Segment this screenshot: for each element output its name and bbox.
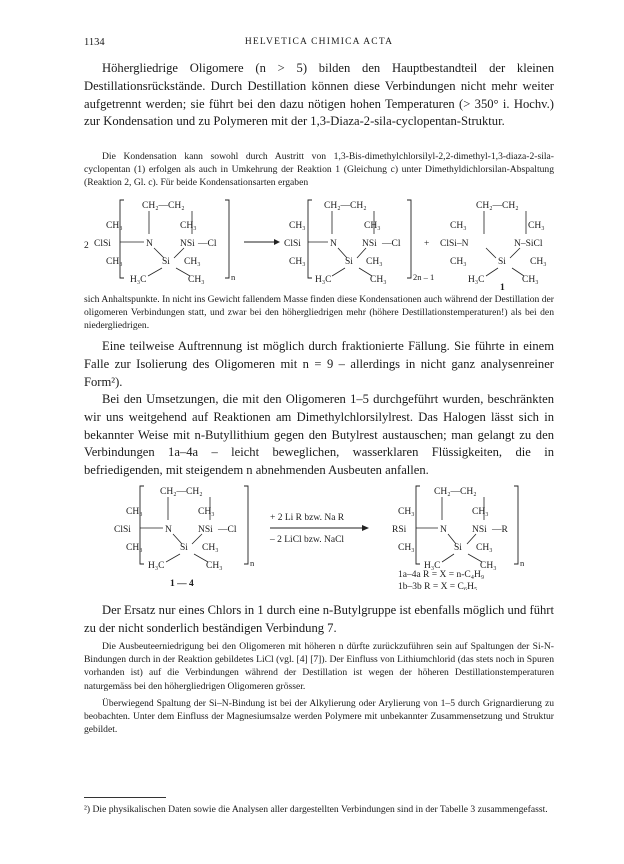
scheme1-mid-n: N (330, 239, 337, 249)
compound-label-1-4: 1 — 4 (170, 579, 194, 589)
paragraph-reactions: Bei den Umsetzungen, die mit den Oligomeren 1–5 durchgeführt wurden, beschränkten wir uns weitgehend auf Reaktionen am Dimethylchlorsilylrest. Das Halogen lässt sich in bekannter Weise mit n-Butyllithium gegen den Butylrest austauschen; man gelangt zu den Verbindungen 1a–4a – leicht beweglichen, wasserklaren Flüssigkeiten, die in befriedigenden, mit steigendem n abnehmenden Ausbeuten anfallen. (84, 392, 554, 478)
scheme2-left-nsi: NSi (198, 525, 213, 535)
scheme1-right-ch3-e: CH₃ (522, 275, 539, 285)
running-header (84, 37, 554, 51)
compound-label-1a-4a: 1a–4a R = X = n-C₄H₉ (398, 570, 485, 580)
scheme1-right-ch3-c: CH₃ (450, 257, 467, 267)
scheme1-left-ch3-low: CH₃ (188, 275, 205, 285)
scheme2-left-cl: —Cl (218, 525, 237, 535)
scheme1-mid-nsi: NSi (362, 239, 377, 249)
scheme2-left-clsi: ClSi (114, 525, 131, 535)
scheme2-left-h3c: H₃C (148, 561, 165, 571)
scheme1-mid-h3c: H₃C (315, 275, 332, 285)
scheme2-left-ch3-top: CH₃ (126, 507, 143, 517)
scheme1-mid-cl: —Cl (382, 239, 401, 249)
scheme1-coefficient: 2 (84, 241, 89, 251)
scheme2-right-ch3-right: CH₃ (472, 507, 489, 517)
scheme1-right-h3c: H₃C (468, 275, 485, 285)
scheme2-right-si: Si (454, 543, 462, 553)
scheme2-right-subscript: n (520, 558, 525, 568)
paragraph-grignard-note: Überwiegend Spaltung der Si–N-Bindung ist bei der Alkylierung oder Arylierung von 1–5 durch Grignardierung zu beobachten. Unter dem Einfluss der Magnesiumsalze werden Polymere mit unbekannter Zusammensetzung und Struktur gebildet. (84, 698, 554, 736)
paragraph-substitution: Der Ersatz nur eines Chlors in 1 durch eine n-Butylgruppe ist ebenfalls möglich und führt zu der nicht sonderlich beständigen Verbindung 7. (84, 603, 554, 635)
scheme1-mid-ch3-right: CH₃ (364, 221, 381, 231)
scheme1-left-n: N (146, 239, 153, 249)
scheme2-left-si: Si (180, 543, 188, 553)
compound-label-1b-3b: 1b–3b R = X = C₆H₅ (398, 582, 478, 590)
scheme2-right-ch2ch2: CH₂—CH₂ (434, 487, 477, 497)
scheme1-mid-subscript: 2n – 1 (413, 272, 435, 282)
footnote-rule (84, 797, 166, 798)
footnote: ²) Die physikalischen Daten sowie die Analysen aller dargestellten Verbindungen sind in der Tabelle 3 zusammengefasst. (84, 804, 548, 815)
scheme2-left-ch2ch2: CH₂—CH₂ (160, 487, 203, 497)
scheme2-right-ch3-top: CH₃ (398, 507, 415, 517)
scheme1-mid-ch3-low: CH₃ (370, 275, 387, 285)
reaction-scheme-condensation (84, 194, 554, 290)
scheme1-left-ch3-top: CH₃ (106, 221, 123, 231)
scheme1-mid-ch3-mid: CH₃ (366, 257, 383, 267)
scheme1-plus: + (424, 239, 430, 249)
scheme1-left-cl: —Cl (198, 239, 217, 249)
scheme1-right-ch3-a: CH₃ (450, 221, 467, 231)
journal-title: HELVETICA CHIMICA ACTA (244, 37, 394, 47)
scheme1-left-clsi: ClSi (94, 239, 111, 249)
scheme2-right-ch3-mid: CH₃ (476, 543, 493, 553)
scheme1-right-ch3-b: CH₃ (528, 221, 545, 231)
scheme2-reagent-top: + 2 Li R bzw. Na R (270, 513, 345, 523)
scheme1-left-ch2ch2: CH₂—CH₂ (142, 201, 185, 211)
scheme2-left-ch3-low: CH₃ (206, 561, 223, 571)
scheme1-right-ch2ch2: CH₂—CH₂ (476, 201, 519, 211)
scheme2-reagent-bottom: – 2 LiCl bzw. NaCl (270, 535, 345, 545)
scheme1-left-ch3-right: CH₃ (180, 221, 197, 231)
scheme2-right-ch3-low: CH₃ (480, 561, 497, 571)
scheme2-right-nsi: NSi (472, 525, 487, 535)
scheme2-left-ch3-bottom: CH₃ (126, 543, 143, 553)
scheme1-mid-ch3-top: CH₃ (289, 221, 306, 231)
page-number: 1134 (84, 37, 105, 48)
scheme2-right-ch3-bottom: CH₃ (398, 543, 415, 553)
scheme1-mid-si: Si (345, 257, 353, 267)
compound-label-1: 1 (500, 283, 505, 290)
scheme1-left-ch3-mid: CH₃ (184, 257, 201, 267)
scheme2-left-n: N (165, 525, 172, 535)
scheme1-mid-ch3-bottom: CH₃ (289, 257, 306, 267)
paragraph-separation: Eine teilweise Auftrennung ist möglich durch fraktionierte Fällung. Sie führte in einem Falle zur Isolierung des Oligomeren mit n = 9 – allerdings in nicht ganz analysenreiner Form²). (84, 339, 554, 389)
scheme2-left-ch3-right: CH₃ (198, 507, 215, 517)
scheme1-mid-clsi: ClSi (284, 239, 301, 249)
scheme1-right-nsicl: N–SiCl (514, 239, 543, 249)
paragraph-oligomers: Höhergliedrige Oligomere (n > 5) bilden den Hauptbestandteil der kleinen Destillationsrückstände. Durch Destillation können diese Verbindungen nicht mehr weiter aufgetrennt werden; sie führt bei den dazu nötigen hohen Temperaturen (> 350° i. Hochv.) zur Kondensation und zu Polymeren mit der 1,3-Diaza-2-sila-cyclopentan-Struktur. (84, 61, 554, 129)
scheme2-left-subscript: n (250, 558, 255, 568)
scheme1-left-h3c: H₃C (130, 275, 147, 285)
scheme1-right-ch3-d: CH₃ (530, 257, 547, 267)
reaction-scheme-alkylation (84, 480, 554, 590)
scheme1-left-si: Si (162, 257, 170, 267)
scheme1-mid-ch2ch2: CH₂—CH₂ (324, 201, 367, 211)
scheme2-right-h3c: H₃C (424, 561, 441, 571)
paragraph-yield-note: Die Ausbeuteerniedrigung bei den Oligomeren mit höheren n dürfte zurückzuführen sein auf Spaltungen der Si-N-Bindungen durch in der Reaktion gebildetes LiCl (vgl. [4] [7]). Der Einfluss von Lithiumchlorid (das stets noch in Spuren vorhanden ist) auf die Verbindungen während der Destillation ist wegen der höheren Destillationstemperaturen naturgemäss bei den höhergliedrigen Oligomeren grösser. (84, 641, 554, 692)
scheme1-left-ch3-bottom: CH₃ (106, 257, 123, 267)
scheme1-right-si: Si (498, 257, 506, 267)
paragraph-condensation-note: Die Kondensation kann sowohl durch Austritt von 1,3-Bis-dimethylchlorsilyl-2,2-dimethyl-1,3-diaza-2-sila-cyclopentan (1) erfolgen als auch in Umkehrung der Reaktion 1 (Gleichung c) unter Dimethyldichlorsilan-Abspaltung (Reaktion 2, Gl. c). Für beide Kondensationsarten ergaben (84, 151, 554, 189)
scheme1-right-clsin: ClSi–N (440, 239, 469, 249)
scheme1-left-nsi: NSi (180, 239, 195, 249)
scheme2-left-ch3-mid: CH₃ (202, 543, 219, 553)
scheme1-left-subscript: n (231, 272, 236, 282)
scheme2-right-r: —R (492, 525, 508, 535)
scheme2-right-n: N (440, 525, 447, 535)
paragraph-evidence-note: sich Anhaltspunkte. In nicht ins Gewicht fallendem Masse finden diese Kondensationen auch während der Destillation der oligomeren Verbindungen statt, und zwar bei den höhergliedrigen mehr (höhere Destillationstemperaturen!) als bei den niedergliedrigen. (84, 294, 554, 332)
scheme2-right-rsi: RSi (392, 525, 407, 535)
